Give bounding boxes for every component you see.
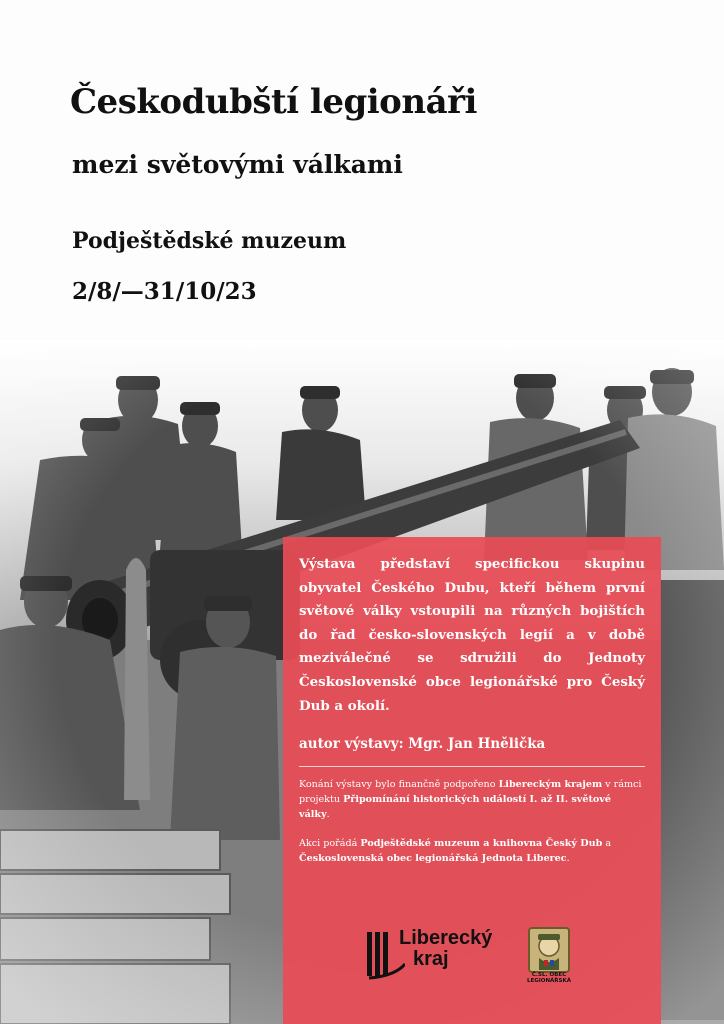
venue-name: Podještědské muzeum xyxy=(72,228,347,254)
partner-logos xyxy=(283,926,661,988)
legionarska-obec-logo xyxy=(526,926,572,986)
liberecky-kraj-logo xyxy=(365,926,493,982)
liberecky-kraj-wordmark: Liberecký kraj xyxy=(399,927,493,970)
exhibition-dates: 2/8/—31/10/23 xyxy=(72,278,257,305)
info-panel xyxy=(283,537,661,1024)
poster-subtitle: mezi světovými válkami xyxy=(72,150,403,179)
organizer-note: Akci pořádá Podještědské muzeum a knihovna Český Dub a Československá obec legionářská Jednota Liberec. xyxy=(299,838,612,865)
exhibition-author: autor výstavy: Mgr. Jan Hnělička xyxy=(299,736,546,753)
poster-title: Českodubští legionáři xyxy=(70,82,477,122)
funding-note: Konání výstavy bylo finančně podpořeno Libereckým krajem v rámci projektu Připomínání historických událostí I. až II. světové války. xyxy=(299,779,642,821)
panel-divider xyxy=(299,766,645,767)
exhibition-description: Výstava představí specifickou skupinu obyvatel Českého Dubu, kteří během první světové války vstoupili na různých bojištích do řad česko-slovenských legií a v době meziválečné se sdružili do Jednoty Československé obce legionářské pro Český Dub a okolí. xyxy=(299,556,645,714)
legionarska-obec-wordmark: Č.SL. OBEC LEGIONÁŘSKÁ xyxy=(526,972,572,984)
